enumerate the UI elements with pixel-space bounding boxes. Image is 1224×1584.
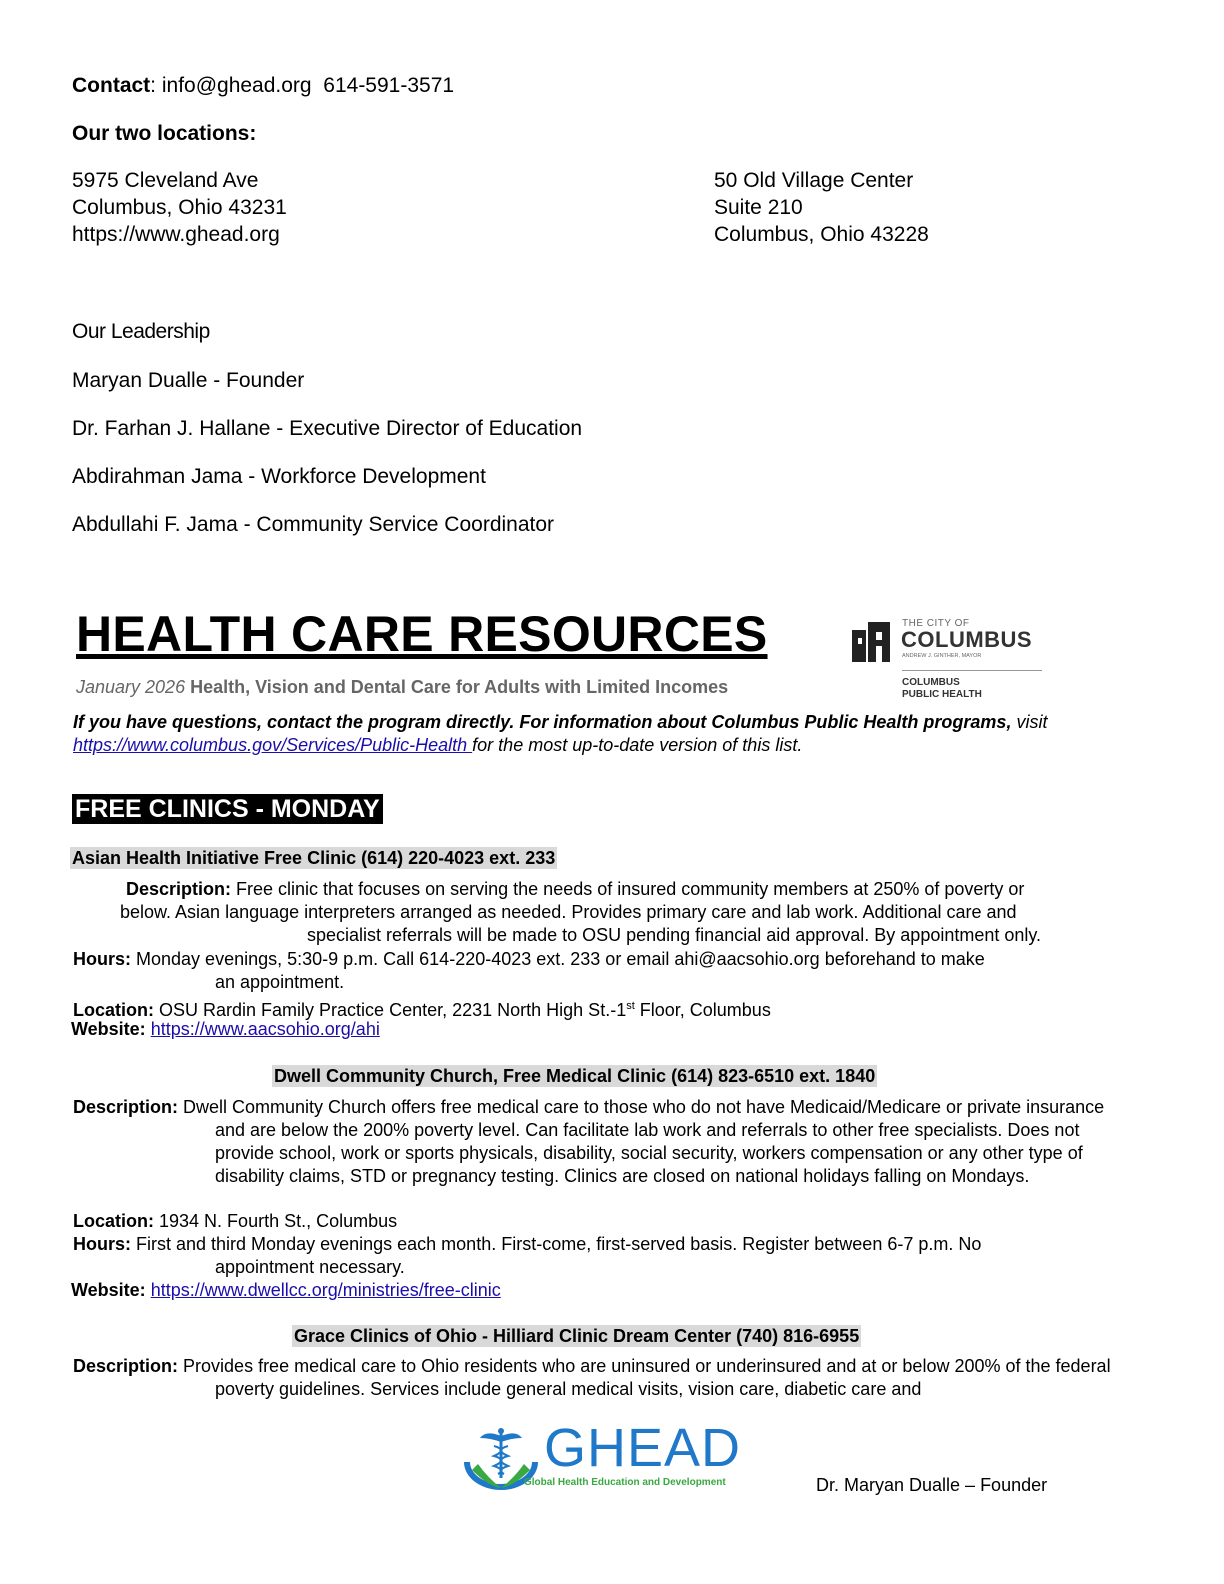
location-left-website[interactable]: https://www.ghead.org xyxy=(72,223,280,246)
contact-phone[interactable]: 614-591-3571 xyxy=(323,74,455,97)
location-right-line: 50 Old Village Center xyxy=(714,169,914,192)
ghead-logo xyxy=(458,1418,758,1496)
description-label: Description: xyxy=(126,879,232,899)
city-logo-line2: COLUMBUS xyxy=(901,627,1033,652)
description-label: Description: xyxy=(73,1356,179,1376)
location-left-line: Columbus, Ohio 43231 xyxy=(72,196,287,219)
location-sup: st xyxy=(626,1000,635,1012)
city-of-columbus-logo xyxy=(850,618,1050,708)
city-logo-line4: COLUMBUS xyxy=(902,677,960,688)
leader-item: Dr. Farhan J. Hallane - Executive Director of Education xyxy=(72,417,583,440)
city-logo-line5: PUBLIC HEALTH xyxy=(902,689,982,700)
city-logo-line1: THE CITY OF xyxy=(902,618,970,629)
description-label: Description: xyxy=(73,1097,179,1117)
contact-label: Contact xyxy=(72,74,151,97)
website-label: Website: xyxy=(71,1019,146,1039)
description-text: Dwell Community Church offers free medical care to those who do not have Medicaid/Medicare or private insurance and are below the 200% poverty level. Can facilitate lab work and referrals to other free specialists. Does not provide school, work or sports physicals, disability, social security, workers compensation or any other type of disability claims, STD or pregnancy testing. Clinics are closed on national holidays falling on Mondays. xyxy=(183,1097,1105,1186)
resources-date: January 2026 xyxy=(76,677,186,697)
hours-text: an appointment. xyxy=(215,972,345,992)
resources-subtitle-text: Health, Vision and Dental Care for Adults with Limited Incomes xyxy=(190,677,729,697)
clinic-heading: Asian Health Initiative Free Clinic (614) 220-4023 ext. 233 xyxy=(72,848,556,868)
location-label: Location: xyxy=(73,1000,154,1020)
intro-paragraph xyxy=(73,711,1073,757)
clinic-description xyxy=(72,878,1122,947)
public-health-link[interactable]: https://www.columbus.gov/Services/Public-Health xyxy=(73,735,473,755)
locations-heading: Our two locations: xyxy=(72,122,257,145)
hours-label: Hours: xyxy=(73,1234,131,1254)
footer-signature: Dr. Maryan Dualle – Founder xyxy=(816,1475,1048,1495)
leadership-heading: Our Leadership xyxy=(72,320,210,343)
intro-visit: visit xyxy=(1011,712,1048,732)
clinic-description xyxy=(73,1096,1125,1188)
clinic-hours xyxy=(73,948,1123,994)
clinic-website xyxy=(71,1279,501,1302)
description-text: below. Asian language interpreters arranged as needed. Provides primary care and lab work. Additional care and xyxy=(120,902,1017,922)
contact-email[interactable]: info@ghead.org xyxy=(161,74,312,97)
hours-label: Hours: xyxy=(73,949,131,969)
clinic-hours xyxy=(73,1233,1123,1279)
intro-bold: If you have questions, contact the program directly. For information about Columbus Public Health programs, xyxy=(73,712,1012,732)
description-text: Free clinic that focuses on serving the needs of insured community members at 250% of poverty or xyxy=(236,879,1025,899)
location-right xyxy=(714,167,929,248)
leader-item: Abdullahi F. Jama - Community Service Coordinator xyxy=(72,513,555,536)
contact-separator: : xyxy=(150,74,162,97)
city-logo-line3: ANDREW J. GINTHER, MAYOR xyxy=(902,653,982,659)
website-link[interactable]: https://www.aacsohio.org/ahi xyxy=(150,1019,380,1039)
location-right-line: Suite 210 xyxy=(714,196,803,219)
location-right-line: Columbus, Ohio 43228 xyxy=(714,223,929,246)
location-tail: Floor, Columbus xyxy=(634,1000,771,1020)
intro-tail: for the most up-to-date version of this list. xyxy=(472,735,803,755)
clinic-location xyxy=(73,1210,397,1233)
hours-text: First and third Monday evenings each month. First-come, first-served basis. Register between 6-7 p.m. No xyxy=(136,1234,982,1254)
city-building-icon xyxy=(850,620,898,666)
clinic-heading: Grace Clinics of Ohio - Hilliard Clinic Dream Center (740) 816-6955 xyxy=(294,1326,860,1346)
hours-text: Monday evenings, 5:30-9 p.m. Call 614-220-4023 ext. 233 or email ahi@aacsohio.org beforehand to make xyxy=(136,949,985,969)
ghead-logo-tagline: Global Health Education and Development xyxy=(524,1477,726,1488)
contact-line xyxy=(72,72,454,99)
page-title: HEALTH CARE RESOURCES xyxy=(76,606,768,662)
location-text: 1934 N. Fourth St., Columbus xyxy=(159,1211,398,1231)
location-text: OSU Rardin Family Practice Center, 2231 North High St.-1 xyxy=(159,1000,627,1020)
description-text: Provides free medical care to Ohio residents who are uninsured or underinsured and at or below 200% of the federal poverty guidelines. Services include general medical visits, vision care, diabetic care and xyxy=(183,1356,1111,1399)
clinic-description xyxy=(73,1355,1127,1401)
ghead-logo-text: GHEAD xyxy=(544,1418,742,1478)
leader-item: Abdirahman Jama - Workforce Development xyxy=(72,465,486,488)
clinic-heading: Dwell Community Church, Free Medical Clinic (614) 823-6510 ext. 1840 xyxy=(274,1066,876,1086)
location-left-line: 5975 Cleveland Ave xyxy=(72,169,259,192)
leader-item: Maryan Dualle - Founder xyxy=(72,369,305,392)
website-link[interactable]: https://www.dwellcc.org/ministries/free-clinic xyxy=(150,1280,501,1300)
location-label: Location: xyxy=(73,1211,154,1231)
hours-text: appointment necessary. xyxy=(215,1257,405,1277)
resources-subtitle xyxy=(76,676,728,698)
description-text: specialist referrals will be made to OSU pending financial aid approval. By appointment only. xyxy=(307,925,1042,945)
website-label: Website: xyxy=(71,1280,146,1300)
section-banner: FREE CLINICS - MONDAY xyxy=(72,794,383,824)
location-left xyxy=(72,167,287,248)
city-logo-divider xyxy=(902,670,1042,671)
clinic-website xyxy=(71,1018,380,1041)
